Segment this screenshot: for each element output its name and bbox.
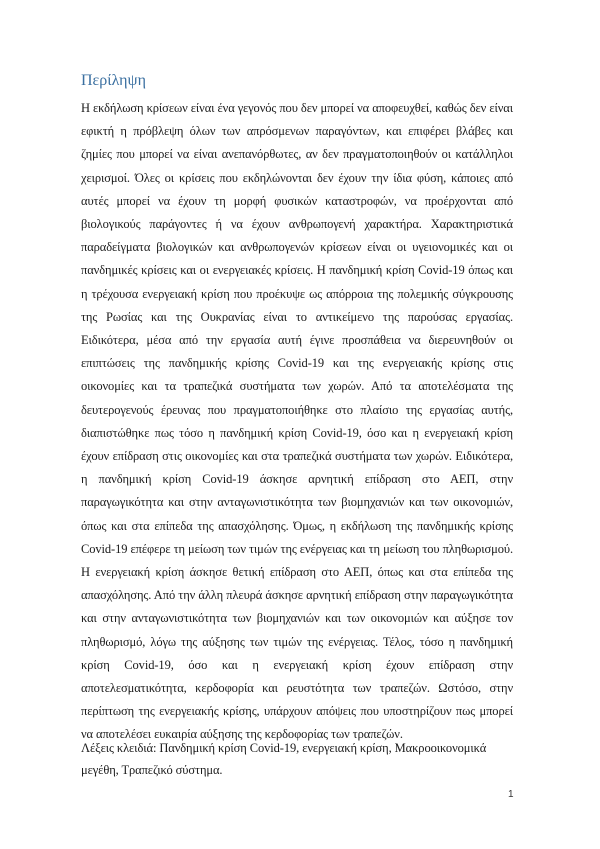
abstract-paragraph: Η εκδήλωση κρίσεων είναι ένα γεγονός που δεν μπορεί να αποφευχθεί, καθώς δεν είναι εφικτή η πρόβλεψη όλων των απρόσμενων παραγόντων, και επιφέρει βλάβες και ζημίες που μπορεί να είναι ανεπανόρθωτες, αν δεν πραγματοποιηθούν οι κατάλληλοι χειρισμοί. Όλες οι κρίσεις που εκδηλώνονται δεν έχουν την ίδια φύση, κάποιες από αυτές μπορεί να έχουν τη μορφή φυσικών καταστροφών, να προέρχονται από βιολογικούς παράγοντες ή να έχουν ανθρωπογενή χαρακτήρα. Χαρακτηριστικά παραδείγματα βιολογικών και ανθρωπογενών κρίσεων είναι οι υγειονομικές και οι πανδημικές κρίσεις και οι ενεργειακές κρίσεις. Η πανδημική κρίση Covid-19 όπως και η τρέχουσα ενεργειακή κρίση που προέκυψε ως απόρροια της πολεμικής σύγκρουσης της Ρωσίας και της Ουκρανίας είναι το αντικείμενο της παρούσας εργασίας. Ειδικότερα, μέσα από την εργασία αυτή έγινε προσπάθεια να διερευνηθούν οι επιπτώσεις της πανδημικής κρίσης Covid-19 και της ενεργειακής κρίσης στις οικονομίες και τα τραπεζικά συστήματα των χωρών. Από τα αποτελέσματα της δευτερογενούς έρευνας που πραγματοποιήθηκε στο πλαίσιο της εργασίας αυτής, διαπιστώθηκε πως τόσο η πανδημική κρίση Covid-19, όσο και η ενεργειακή κρίση έχουν επίδραση στις οικονομίες και στα τραπεζικά συστήματα των χωρών. Ειδικότερα, η πανδημική κρίση Covid-19 άσκησε αρνητική επίδραση στο ΑΕΠ, στην παραγωγικότητα και στην ανταγωνιστικότητα των βιομηχανιών και των οικονομιών, όπως και στα επίπεδα της απασχόλησης. Όμως, η εκδήλωση της πανδημικής κρίσης Covid-19 επέφερε τη μείωση των τιμών της ενέργειας και τη μείωση του πληθωρισμού. Η ενεργειακή κρίση άσκησε θετική επίδραση στο ΑΕΠ, όπως και στα επίπεδα της απασχόλησης. Από την άλλη πλευρά άσκησε αρνητική επίδραση στην παραγωγικότητα και στην ανταγωνιστικότητα των βιομηχανιών και των οικονομιών και αύξησε τον πληθωρισμό, λόγω της αύξησης των τιμών της ενέργειας. Τέλος, τόσο η πανδημική κρίση Covid-19, όσο και η ενεργειακή κρίση έχουν επίδραση στην αποτελεσματικότητα, κερδοφορία και ρευστότητα των τραπεζών. Ωστόσο, στην περίπτωση της ενεργειακής κρίσης, υπάρχουν απόψεις που υποστηρίζουν πως μπορεί να αποτελέσει ευκαιρία αύξησης της κερδοφορίας των τραπεζών. bbox=[81, 101, 513, 742]
keywords-paragraph: Λέξεις κλειδιά: Πανδημική κρίση Covid-19, ενεργειακή κρίση, Μακροοικονομικά μεγέθη, Τραπεζικό σύστημα. bbox=[81, 741, 487, 777]
abstract-heading: Περίληψη bbox=[81, 72, 146, 89]
page-number: 1 bbox=[508, 789, 514, 800]
